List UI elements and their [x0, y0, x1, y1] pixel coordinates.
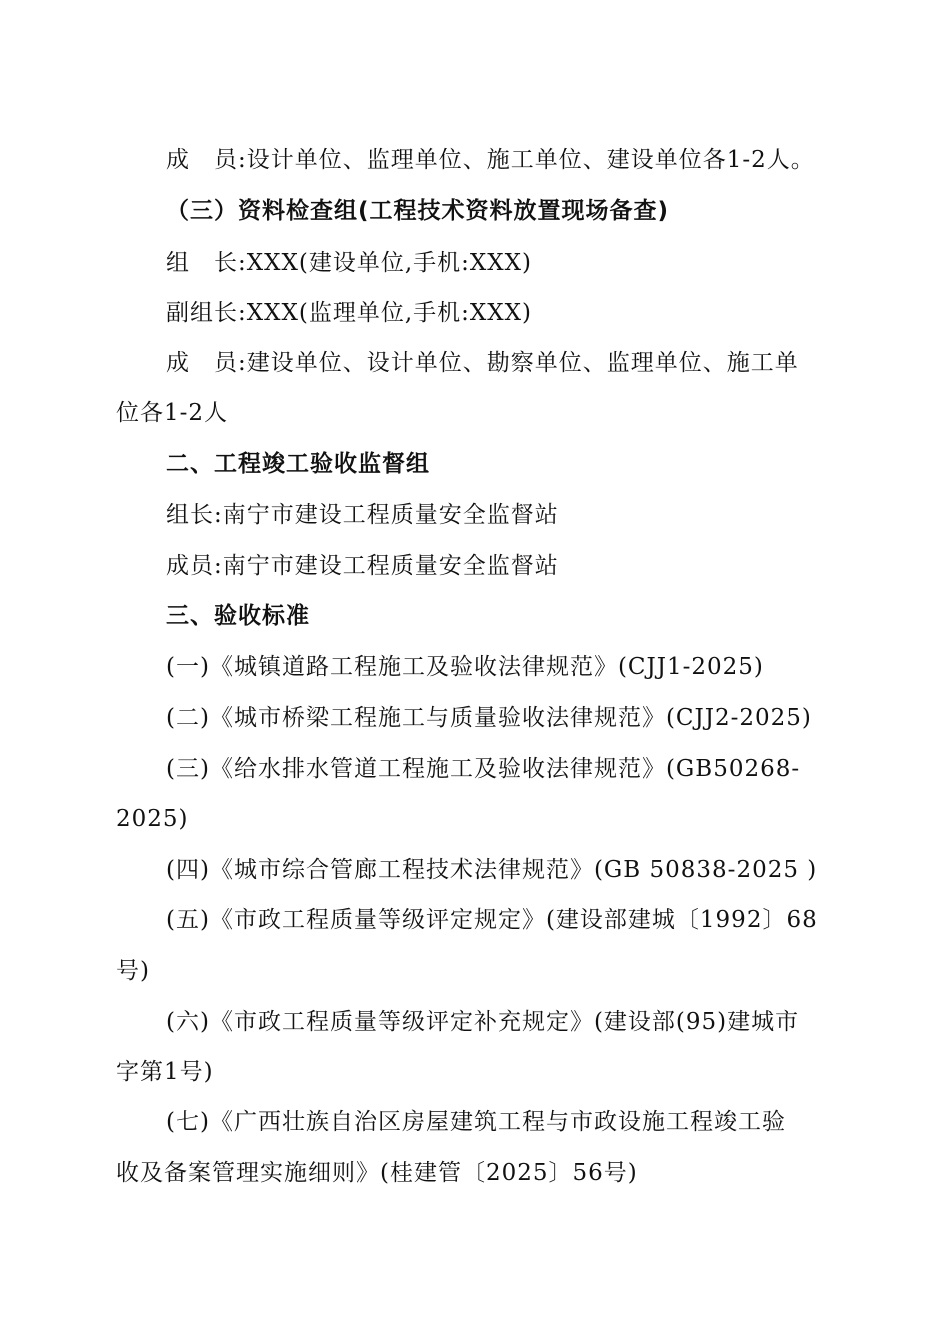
- standard-item-2: (二)《城市桥梁工程施工与质量验收法律规范》(CJJ2-2025): [166, 705, 812, 731]
- standard-item-4: (四)《城市综合管廊工程技术法律规范》(GB 50838-2025 ): [166, 857, 818, 883]
- deputy-leader-line: 副组长:XXX(监理单位,手机:XXX): [166, 300, 532, 326]
- section-heading-acceptance-standards: 三、验收标准: [166, 603, 310, 629]
- section-heading-document-check-group: （三）资料检查组(工程技术资料放置现场备查): [166, 198, 670, 224]
- standard-item-7-cont: 收及备案管理实施细则》(桂建管〔2025〕56号): [116, 1160, 638, 1186]
- members-line-document-group-cont: 位各1-2人: [116, 400, 229, 426]
- supervision-leader-line: 组长:南宁市建设工程质量安全监督站: [166, 502, 559, 528]
- standard-item-3-cont: 2025): [116, 806, 189, 832]
- members-line-design-group: 成 员:设计单位、监理单位、施工单位、建设单位各1-2人。: [166, 147, 815, 173]
- standard-item-5-cont: 号): [116, 958, 150, 984]
- supervision-members-line: 成员:南宁市建设工程质量安全监督站: [166, 553, 559, 579]
- standard-item-3: (三)《给水排水管道工程施工及验收法律规范》(GB50268-: [166, 756, 801, 782]
- standard-item-1: (一)《城镇道路工程施工及验收法律规范》(CJJ1-2025): [166, 654, 764, 680]
- section-heading-supervision-group: 二、工程竣工验收监督组: [166, 451, 430, 477]
- standard-item-6-cont: 字第1号): [116, 1059, 214, 1085]
- standard-item-7: (七)《广西壮族自治区房屋建筑工程与市政设施工程竣工验: [166, 1109, 786, 1135]
- members-line-document-group: 成 员:建设单位、设计单位、勘察单位、监理单位、施工单: [166, 350, 799, 376]
- standard-item-5: (五)《市政工程质量等级评定规定》(建设部建城〔1992〕68: [166, 907, 818, 933]
- standard-item-6: (六)《市政工程质量等级评定补充规定》(建设部(95)建城市: [166, 1009, 800, 1035]
- leader-line: 组 长:XXX(建设单位,手机:XXX): [166, 250, 532, 276]
